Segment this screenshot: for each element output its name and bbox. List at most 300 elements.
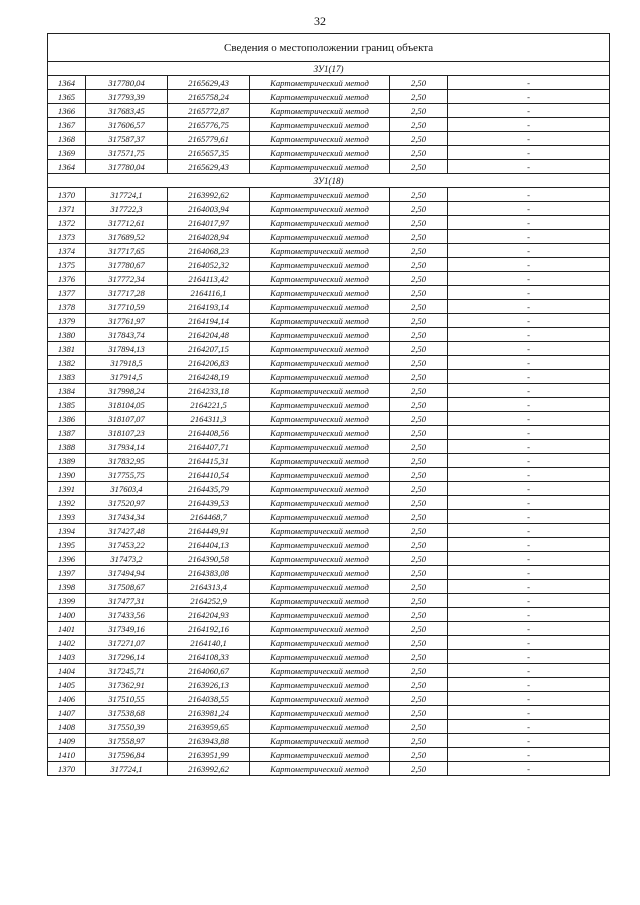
point-number-cell: 1396 bbox=[48, 552, 86, 566]
method-cell: Картометрический метод bbox=[250, 398, 390, 412]
point-number-cell: 1364 bbox=[48, 160, 86, 174]
precision-cell: 2,50 bbox=[390, 650, 448, 664]
coord-y-cell: 2164383,08 bbox=[168, 566, 250, 580]
table-row bbox=[48, 468, 610, 482]
method-cell: Картометрический метод bbox=[250, 90, 390, 104]
point-number-cell: 1380 bbox=[48, 328, 86, 342]
table-row bbox=[48, 314, 610, 328]
point-number-cell: 1378 bbox=[48, 300, 86, 314]
method-cell: Картометрический метод bbox=[250, 706, 390, 720]
method-cell: Картометрический метод bbox=[250, 440, 390, 454]
description-cell: - bbox=[448, 622, 610, 636]
description-cell: - bbox=[448, 482, 610, 496]
coord-x-cell: 317587,37 bbox=[86, 132, 168, 146]
method-cell: Картометрический метод bbox=[250, 426, 390, 440]
point-number-cell: 1407 bbox=[48, 706, 86, 720]
precision-cell: 2,50 bbox=[390, 384, 448, 398]
precision-cell: 2,50 bbox=[390, 468, 448, 482]
coord-y-cell: 2164248,19 bbox=[168, 370, 250, 384]
coord-x-cell: 317724,1 bbox=[86, 762, 168, 776]
method-cell: Картометрический метод bbox=[250, 300, 390, 314]
point-number-cell: 1395 bbox=[48, 538, 86, 552]
point-number-cell: 1368 bbox=[48, 132, 86, 146]
coord-x-cell: 317717,28 bbox=[86, 286, 168, 300]
coord-y-cell: 2164390,58 bbox=[168, 552, 250, 566]
coord-x-cell: 317918,5 bbox=[86, 356, 168, 370]
method-cell: Картометрический метод bbox=[250, 118, 390, 132]
description-cell: - bbox=[448, 720, 610, 734]
coord-y-cell: 2165657,35 bbox=[168, 146, 250, 160]
description-cell: - bbox=[448, 440, 610, 454]
description-cell: - bbox=[448, 216, 610, 230]
table-row bbox=[48, 244, 610, 258]
method-cell: Картометрический метод bbox=[250, 272, 390, 286]
coord-x-cell: 317494,94 bbox=[86, 566, 168, 580]
method-cell: Картометрический метод bbox=[250, 566, 390, 580]
description-cell: - bbox=[448, 370, 610, 384]
coord-x-cell: 317245,71 bbox=[86, 664, 168, 678]
table-row bbox=[48, 678, 610, 692]
point-number-cell: 1397 bbox=[48, 566, 86, 580]
table-row bbox=[48, 90, 610, 104]
table-row bbox=[48, 412, 610, 426]
precision-cell: 2,50 bbox=[390, 244, 448, 258]
description-cell: - bbox=[448, 384, 610, 398]
coord-x-cell: 317538,68 bbox=[86, 706, 168, 720]
boundary-table-container bbox=[47, 33, 609, 776]
description-cell: - bbox=[448, 748, 610, 762]
coord-y-cell: 2164052,32 bbox=[168, 258, 250, 272]
coord-x-cell: 317843,74 bbox=[86, 328, 168, 342]
boundary-table bbox=[47, 33, 610, 776]
description-cell: - bbox=[448, 734, 610, 748]
coord-y-cell: 2163959,65 bbox=[168, 720, 250, 734]
precision-cell: 2,50 bbox=[390, 342, 448, 356]
description-cell: - bbox=[448, 202, 610, 216]
coord-x-cell: 317717,65 bbox=[86, 244, 168, 258]
table-row bbox=[48, 118, 610, 132]
coord-y-cell: 2164038,55 bbox=[168, 692, 250, 706]
coord-x-cell: 317596,84 bbox=[86, 748, 168, 762]
table-row bbox=[48, 440, 610, 454]
table-row bbox=[48, 258, 610, 272]
table-row bbox=[48, 762, 610, 776]
section-name: ЗУ1(18) bbox=[48, 174, 610, 188]
coord-y-cell: 2165776,75 bbox=[168, 118, 250, 132]
precision-cell: 2,50 bbox=[390, 482, 448, 496]
point-number-cell: 1367 bbox=[48, 118, 86, 132]
description-cell: - bbox=[448, 608, 610, 622]
description-cell: - bbox=[448, 300, 610, 314]
table-row bbox=[48, 370, 610, 384]
method-cell: Картометрический метод bbox=[250, 636, 390, 650]
description-cell: - bbox=[448, 118, 610, 132]
precision-cell: 2,50 bbox=[390, 314, 448, 328]
method-cell: Картометрический метод bbox=[250, 160, 390, 174]
coord-y-cell: 2163926,13 bbox=[168, 678, 250, 692]
coord-y-cell: 2164313,4 bbox=[168, 580, 250, 594]
point-number-cell: 1383 bbox=[48, 370, 86, 384]
description-cell: - bbox=[448, 580, 610, 594]
description-cell: - bbox=[448, 286, 610, 300]
coord-x-cell: 317712,61 bbox=[86, 216, 168, 230]
table-row bbox=[48, 202, 610, 216]
method-cell: Картометрический метод bbox=[250, 664, 390, 678]
point-number-cell: 1398 bbox=[48, 580, 86, 594]
coord-y-cell: 2164060,67 bbox=[168, 664, 250, 678]
method-cell: Картометрический метод bbox=[250, 146, 390, 160]
method-cell: Картометрический метод bbox=[250, 510, 390, 524]
point-number-cell: 1384 bbox=[48, 384, 86, 398]
precision-cell: 2,50 bbox=[390, 412, 448, 426]
precision-cell: 2,50 bbox=[390, 552, 448, 566]
table-row bbox=[48, 608, 610, 622]
method-cell: Картометрический метод bbox=[250, 552, 390, 566]
precision-cell: 2,50 bbox=[390, 664, 448, 678]
precision-cell: 2,50 bbox=[390, 720, 448, 734]
method-cell: Картометрический метод bbox=[250, 734, 390, 748]
coord-x-cell: 317755,75 bbox=[86, 468, 168, 482]
table-row bbox=[48, 272, 610, 286]
point-number-cell: 1370 bbox=[48, 188, 86, 202]
description-cell: - bbox=[448, 244, 610, 258]
method-cell: Картометрический метод bbox=[250, 384, 390, 398]
point-number-cell: 1401 bbox=[48, 622, 86, 636]
coord-y-cell: 2163981,24 bbox=[168, 706, 250, 720]
point-number-cell: 1402 bbox=[48, 636, 86, 650]
precision-cell: 2,50 bbox=[390, 90, 448, 104]
point-number-cell: 1370 bbox=[48, 762, 86, 776]
method-cell: Картометрический метод bbox=[250, 622, 390, 636]
point-number-cell: 1386 bbox=[48, 412, 86, 426]
description-cell: - bbox=[448, 90, 610, 104]
description-cell: - bbox=[448, 426, 610, 440]
precision-cell: 2,50 bbox=[390, 496, 448, 510]
description-cell: - bbox=[448, 76, 610, 90]
coord-y-cell: 2164192,16 bbox=[168, 622, 250, 636]
table-row bbox=[48, 594, 610, 608]
table-row bbox=[48, 356, 610, 370]
precision-cell: 2,50 bbox=[390, 762, 448, 776]
coord-x-cell: 317998,24 bbox=[86, 384, 168, 398]
table-row bbox=[48, 146, 610, 160]
precision-cell: 2,50 bbox=[390, 146, 448, 160]
precision-cell: 2,50 bbox=[390, 622, 448, 636]
method-cell: Картометрический метод bbox=[250, 370, 390, 384]
coord-x-cell: 317780,04 bbox=[86, 160, 168, 174]
coord-x-cell: 317510,55 bbox=[86, 692, 168, 706]
method-cell: Картометрический метод bbox=[250, 454, 390, 468]
table-row bbox=[48, 496, 610, 510]
precision-cell: 2,50 bbox=[390, 118, 448, 132]
point-number-cell: 1382 bbox=[48, 356, 86, 370]
description-cell: - bbox=[448, 454, 610, 468]
precision-cell: 2,50 bbox=[390, 706, 448, 720]
precision-cell: 2,50 bbox=[390, 678, 448, 692]
coord-y-cell: 2164003,94 bbox=[168, 202, 250, 216]
coord-y-cell: 2164439,53 bbox=[168, 496, 250, 510]
coord-y-cell: 2164410,54 bbox=[168, 468, 250, 482]
precision-cell: 2,50 bbox=[390, 524, 448, 538]
precision-cell: 2,50 bbox=[390, 636, 448, 650]
point-number-cell: 1372 bbox=[48, 216, 86, 230]
coord-x-cell: 317683,45 bbox=[86, 104, 168, 118]
point-number-cell: 1410 bbox=[48, 748, 86, 762]
coord-y-cell: 2163992,62 bbox=[168, 762, 250, 776]
coord-y-cell: 2164221,5 bbox=[168, 398, 250, 412]
coord-x-cell: 317689,52 bbox=[86, 230, 168, 244]
coord-x-cell: 317914,5 bbox=[86, 370, 168, 384]
precision-cell: 2,50 bbox=[390, 286, 448, 300]
coord-x-cell: 317832,95 bbox=[86, 454, 168, 468]
precision-cell: 2,50 bbox=[390, 216, 448, 230]
table-row bbox=[48, 524, 610, 538]
method-cell: Картометрический метод bbox=[250, 342, 390, 356]
coord-x-cell: 317433,56 bbox=[86, 608, 168, 622]
description-cell: - bbox=[448, 510, 610, 524]
description-cell: - bbox=[448, 496, 610, 510]
point-number-cell: 1375 bbox=[48, 258, 86, 272]
precision-cell: 2,50 bbox=[390, 510, 448, 524]
method-cell: Картометрический метод bbox=[250, 202, 390, 216]
coord-x-cell: 317508,67 bbox=[86, 580, 168, 594]
point-number-cell: 1393 bbox=[48, 510, 86, 524]
point-number-cell: 1404 bbox=[48, 664, 86, 678]
method-cell: Картометрический метод bbox=[250, 524, 390, 538]
section-header-row bbox=[48, 62, 610, 76]
coord-y-cell: 2163992,62 bbox=[168, 188, 250, 202]
coord-x-cell: 317427,48 bbox=[86, 524, 168, 538]
point-number-cell: 1408 bbox=[48, 720, 86, 734]
method-cell: Картометрический метод bbox=[250, 496, 390, 510]
description-cell: - bbox=[448, 160, 610, 174]
point-number-cell: 1364 bbox=[48, 76, 86, 90]
method-cell: Картометрический метод bbox=[250, 608, 390, 622]
point-number-cell: 1405 bbox=[48, 678, 86, 692]
table-row bbox=[48, 384, 610, 398]
coord-y-cell: 2165779,61 bbox=[168, 132, 250, 146]
table-row bbox=[48, 300, 610, 314]
precision-cell: 2,50 bbox=[390, 566, 448, 580]
precision-cell: 2,50 bbox=[390, 230, 448, 244]
coord-y-cell: 2165758,24 bbox=[168, 90, 250, 104]
precision-cell: 2,50 bbox=[390, 76, 448, 90]
table-row bbox=[48, 510, 610, 524]
coord-y-cell: 2164311,3 bbox=[168, 412, 250, 426]
point-number-cell: 1376 bbox=[48, 272, 86, 286]
method-cell: Картометрический метод bbox=[250, 412, 390, 426]
method-cell: Картометрический метод bbox=[250, 580, 390, 594]
method-cell: Картометрический метод bbox=[250, 216, 390, 230]
coord-x-cell: 317894,13 bbox=[86, 342, 168, 356]
coord-x-cell: 317722,3 bbox=[86, 202, 168, 216]
coord-y-cell: 2164207,15 bbox=[168, 342, 250, 356]
point-number-cell: 1373 bbox=[48, 230, 86, 244]
precision-cell: 2,50 bbox=[390, 300, 448, 314]
point-number-cell: 1371 bbox=[48, 202, 86, 216]
point-number-cell: 1390 bbox=[48, 468, 86, 482]
point-number-cell: 1391 bbox=[48, 482, 86, 496]
description-cell: - bbox=[448, 272, 610, 286]
table-row bbox=[48, 734, 610, 748]
method-cell: Картометрический метод bbox=[250, 678, 390, 692]
coord-x-cell: 317603,4 bbox=[86, 482, 168, 496]
table-row bbox=[48, 482, 610, 496]
table-row bbox=[48, 706, 610, 720]
method-cell: Картометрический метод bbox=[250, 748, 390, 762]
table-title: Сведения о местоположении границ объекта bbox=[48, 34, 610, 62]
coord-x-cell: 317520,97 bbox=[86, 496, 168, 510]
coord-x-cell: 318107,07 bbox=[86, 412, 168, 426]
point-number-cell: 1366 bbox=[48, 104, 86, 118]
coord-x-cell: 317453,22 bbox=[86, 538, 168, 552]
precision-cell: 2,50 bbox=[390, 692, 448, 706]
method-cell: Картометрический метод bbox=[250, 104, 390, 118]
table-row bbox=[48, 104, 610, 118]
method-cell: Картометрический метод bbox=[250, 314, 390, 328]
method-cell: Картометрический метод bbox=[250, 692, 390, 706]
table-row bbox=[48, 692, 610, 706]
table-row bbox=[48, 552, 610, 566]
coord-y-cell: 2165772,87 bbox=[168, 104, 250, 118]
point-number-cell: 1379 bbox=[48, 314, 86, 328]
description-cell: - bbox=[448, 538, 610, 552]
description-cell: - bbox=[448, 706, 610, 720]
coord-y-cell: 2164206,83 bbox=[168, 356, 250, 370]
coord-y-cell: 2164113,42 bbox=[168, 272, 250, 286]
description-cell: - bbox=[448, 230, 610, 244]
description-cell: - bbox=[448, 636, 610, 650]
coord-x-cell: 317550,39 bbox=[86, 720, 168, 734]
precision-cell: 2,50 bbox=[390, 454, 448, 468]
method-cell: Картометрический метод bbox=[250, 188, 390, 202]
precision-cell: 2,50 bbox=[390, 356, 448, 370]
coord-x-cell: 317434,34 bbox=[86, 510, 168, 524]
coord-y-cell: 2164408,56 bbox=[168, 426, 250, 440]
table-row bbox=[48, 622, 610, 636]
coord-x-cell: 317296,14 bbox=[86, 650, 168, 664]
precision-cell: 2,50 bbox=[390, 272, 448, 286]
method-cell: Картометрический метод bbox=[250, 244, 390, 258]
coord-x-cell: 317761,97 bbox=[86, 314, 168, 328]
table-title-row bbox=[48, 34, 610, 62]
precision-cell: 2,50 bbox=[390, 426, 448, 440]
point-number-cell: 1403 bbox=[48, 650, 86, 664]
method-cell: Картометрический метод bbox=[250, 286, 390, 300]
coord-x-cell: 317934,14 bbox=[86, 440, 168, 454]
coord-x-cell: 317724,1 bbox=[86, 188, 168, 202]
precision-cell: 2,50 bbox=[390, 440, 448, 454]
section-name: ЗУ1(17) bbox=[48, 62, 610, 76]
point-number-cell: 1394 bbox=[48, 524, 86, 538]
table-row bbox=[48, 76, 610, 90]
coord-y-cell: 2165629,43 bbox=[168, 76, 250, 90]
coord-y-cell: 2164140,1 bbox=[168, 636, 250, 650]
method-cell: Картометрический метод bbox=[250, 132, 390, 146]
coord-y-cell: 2164204,48 bbox=[168, 328, 250, 342]
coord-x-cell: 317780,67 bbox=[86, 258, 168, 272]
description-cell: - bbox=[448, 692, 610, 706]
coord-y-cell: 2164449,91 bbox=[168, 524, 250, 538]
description-cell: - bbox=[448, 762, 610, 776]
precision-cell: 2,50 bbox=[390, 328, 448, 342]
coord-x-cell: 317271,07 bbox=[86, 636, 168, 650]
description-cell: - bbox=[448, 188, 610, 202]
precision-cell: 2,50 bbox=[390, 594, 448, 608]
table-row bbox=[48, 566, 610, 580]
table-row bbox=[48, 650, 610, 664]
coord-x-cell: 317349,16 bbox=[86, 622, 168, 636]
method-cell: Картометрический метод bbox=[250, 650, 390, 664]
coord-y-cell: 2163943,88 bbox=[168, 734, 250, 748]
coord-y-cell: 2164233,18 bbox=[168, 384, 250, 398]
point-number-cell: 1377 bbox=[48, 286, 86, 300]
method-cell: Картометрический метод bbox=[250, 482, 390, 496]
section-header-row bbox=[48, 174, 610, 188]
description-cell: - bbox=[448, 356, 610, 370]
coord-x-cell: 317606,57 bbox=[86, 118, 168, 132]
coord-x-cell: 317473,2 bbox=[86, 552, 168, 566]
table-row bbox=[48, 664, 610, 678]
table-row bbox=[48, 342, 610, 356]
table-row bbox=[48, 398, 610, 412]
table-row bbox=[48, 538, 610, 552]
precision-cell: 2,50 bbox=[390, 160, 448, 174]
description-cell: - bbox=[448, 524, 610, 538]
method-cell: Картометрический метод bbox=[250, 538, 390, 552]
coord-x-cell: 317780,04 bbox=[86, 76, 168, 90]
table-row bbox=[48, 454, 610, 468]
table-row bbox=[48, 748, 610, 762]
method-cell: Картометрический метод bbox=[250, 468, 390, 482]
description-cell: - bbox=[448, 146, 610, 160]
precision-cell: 2,50 bbox=[390, 608, 448, 622]
description-cell: - bbox=[448, 468, 610, 482]
point-number-cell: 1400 bbox=[48, 608, 86, 622]
precision-cell: 2,50 bbox=[390, 188, 448, 202]
table-row bbox=[48, 636, 610, 650]
precision-cell: 2,50 bbox=[390, 734, 448, 748]
method-cell: Картометрический метод bbox=[250, 230, 390, 244]
precision-cell: 2,50 bbox=[390, 748, 448, 762]
page-number: 32 bbox=[314, 14, 326, 28]
description-cell: - bbox=[448, 328, 610, 342]
method-cell: Картометрический метод bbox=[250, 762, 390, 776]
precision-cell: 2,50 bbox=[390, 104, 448, 118]
coord-y-cell: 2164204,93 bbox=[168, 608, 250, 622]
description-cell: - bbox=[448, 104, 610, 118]
precision-cell: 2,50 bbox=[390, 580, 448, 594]
point-number-cell: 1381 bbox=[48, 342, 86, 356]
point-number-cell: 1365 bbox=[48, 90, 86, 104]
description-cell: - bbox=[448, 342, 610, 356]
precision-cell: 2,50 bbox=[390, 202, 448, 216]
point-number-cell: 1406 bbox=[48, 692, 86, 706]
coord-y-cell: 2164404,13 bbox=[168, 538, 250, 552]
method-cell: Картометрический метод bbox=[250, 76, 390, 90]
point-number-cell: 1399 bbox=[48, 594, 86, 608]
coord-x-cell: 317793,39 bbox=[86, 90, 168, 104]
coord-x-cell: 318107,23 bbox=[86, 426, 168, 440]
coord-y-cell: 2164017,97 bbox=[168, 216, 250, 230]
precision-cell: 2,50 bbox=[390, 132, 448, 146]
precision-cell: 2,50 bbox=[390, 538, 448, 552]
method-cell: Картометрический метод bbox=[250, 328, 390, 342]
coord-y-cell: 2164028,94 bbox=[168, 230, 250, 244]
table-row bbox=[48, 328, 610, 342]
coord-x-cell: 317362,91 bbox=[86, 678, 168, 692]
table-row bbox=[48, 216, 610, 230]
